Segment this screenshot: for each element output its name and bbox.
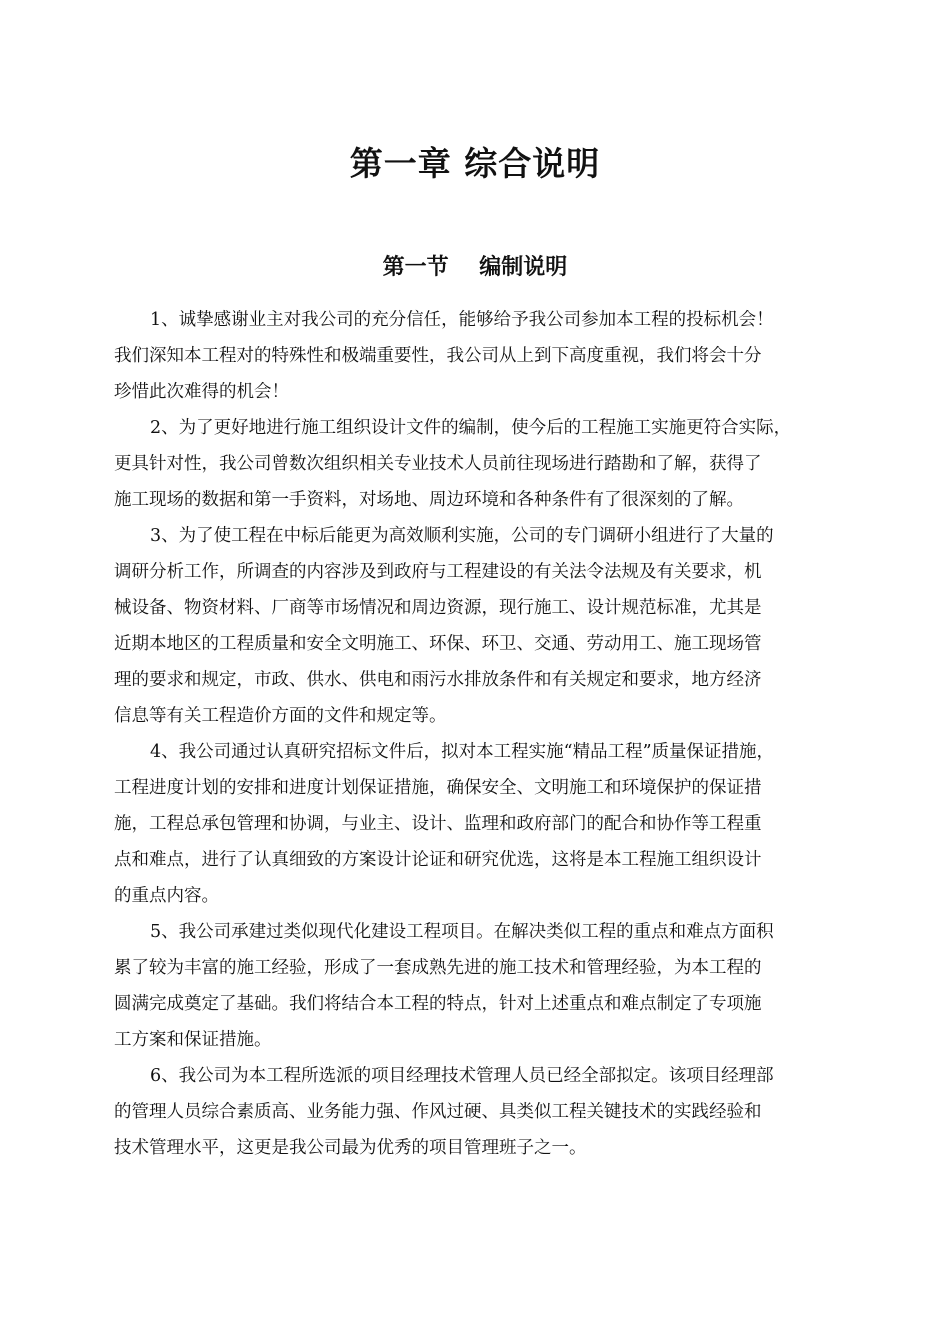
paragraph-2 — [114, 410, 844, 518]
paragraph-line: 我们深知本工程对的特殊性和极端重要性，我公司从上到下高度重视，我们将会十分 — [114, 346, 762, 366]
paragraph-line: 1、诚挚感谢业主对我公司的充分信任，能够给予我公司参加本工程的投标机会！ — [150, 310, 774, 330]
paragraph-line: 2、为了更好地进行施工组织设计文件的编制，使今后的工程施工实施更符合实际， — [150, 418, 792, 438]
paragraph-line: 更具针对性，我公司曾数次组织相关专业技术人员前往现场进行踏勘和了解，获得了 — [114, 454, 762, 474]
paragraph-line: 理的要求和规定，市政、供水、供电和雨污水排放条件和有关规定和要求，地方经济 — [114, 670, 762, 690]
paragraph-line: 近期本地区的工程质量和安全文明施工、环保、环卫、交通、劳动用工、施工现场管 — [114, 634, 762, 654]
paragraph-line: 4、我公司通过认真研究招标文件后，拟对本工程实施“精品工程”质量保证措施， — [150, 742, 775, 762]
paragraph-line: 施工现场的数据和第一手资料，对场地、周边环境和各种条件有了很深刻的了解。 — [114, 490, 744, 510]
paragraph-line: 圆满完成奠定了基础。我们将结合本工程的特点，针对上述重点和难点制定了专项施 — [114, 994, 762, 1014]
paragraph-line: 累了较为丰富的施工经验，形成了一套成熟先进的施工技术和管理经验，为本工程的 — [114, 958, 762, 978]
paragraph-line: 调研分析工作，所调查的内容涉及到政府与工程建设的有关法令法规及有关要求，机 — [114, 562, 762, 582]
chapter-title: 第一章 综合说明 — [349, 144, 601, 183]
paragraph-line: 工程进度计划的安排和进度计划保证措施，确保安全、文明施工和环境保护的保证措 — [114, 778, 762, 798]
paragraph-line: 的重点内容。 — [114, 886, 219, 906]
paragraph-3 — [114, 518, 844, 734]
paragraph-line: 技术管理水平，这更是我公司最为优秀的项目管理班子之一。 — [114, 1138, 587, 1158]
paragraph-line: 械设备、物资材料、厂商等市场情况和周边资源，现行施工、设计规范标准，尤其是 — [114, 598, 762, 618]
paragraph-line: 3、为了使工程在中标后能更为高效顺利实施，公司的专门调研小组进行了大量的 — [150, 526, 774, 546]
paragraph-5 — [114, 914, 844, 1058]
paragraph-line: 的管理人员综合素质高、业务能力强、作风过硬、具类似工程关键技术的实践经验和 — [114, 1102, 762, 1122]
paragraph-1 — [114, 302, 844, 410]
paragraph-line: 工方案和保证措施。 — [114, 1030, 272, 1050]
paragraph-line: 点和难点，进行了认真细致的方案设计论证和研究优选，这将是本工程施工组织设计 — [114, 850, 762, 870]
paragraph-6 — [114, 1058, 844, 1166]
paragraph-line: 信息等有关工程造价方面的文件和规定等。 — [114, 706, 447, 726]
section-title: 第一节 编制说明 — [382, 255, 568, 280]
paragraph-line: 6、我公司为本工程所选派的项目经理技术管理人员已经全部拟定。该项目经理部 — [150, 1066, 774, 1086]
paragraph-line: 5、我公司承建过类似现代化建设工程项目。在解决类似工程的重点和难点方面积 — [150, 922, 774, 942]
body-text — [114, 302, 844, 1166]
paragraph-line: 施，工程总承包管理和协调，与业主、设计、监理和政府部门的配合和协作等工程重 — [114, 814, 762, 834]
paragraph-4 — [114, 734, 844, 914]
paragraph-line: 珍惜此次难得的机会！ — [114, 382, 289, 402]
